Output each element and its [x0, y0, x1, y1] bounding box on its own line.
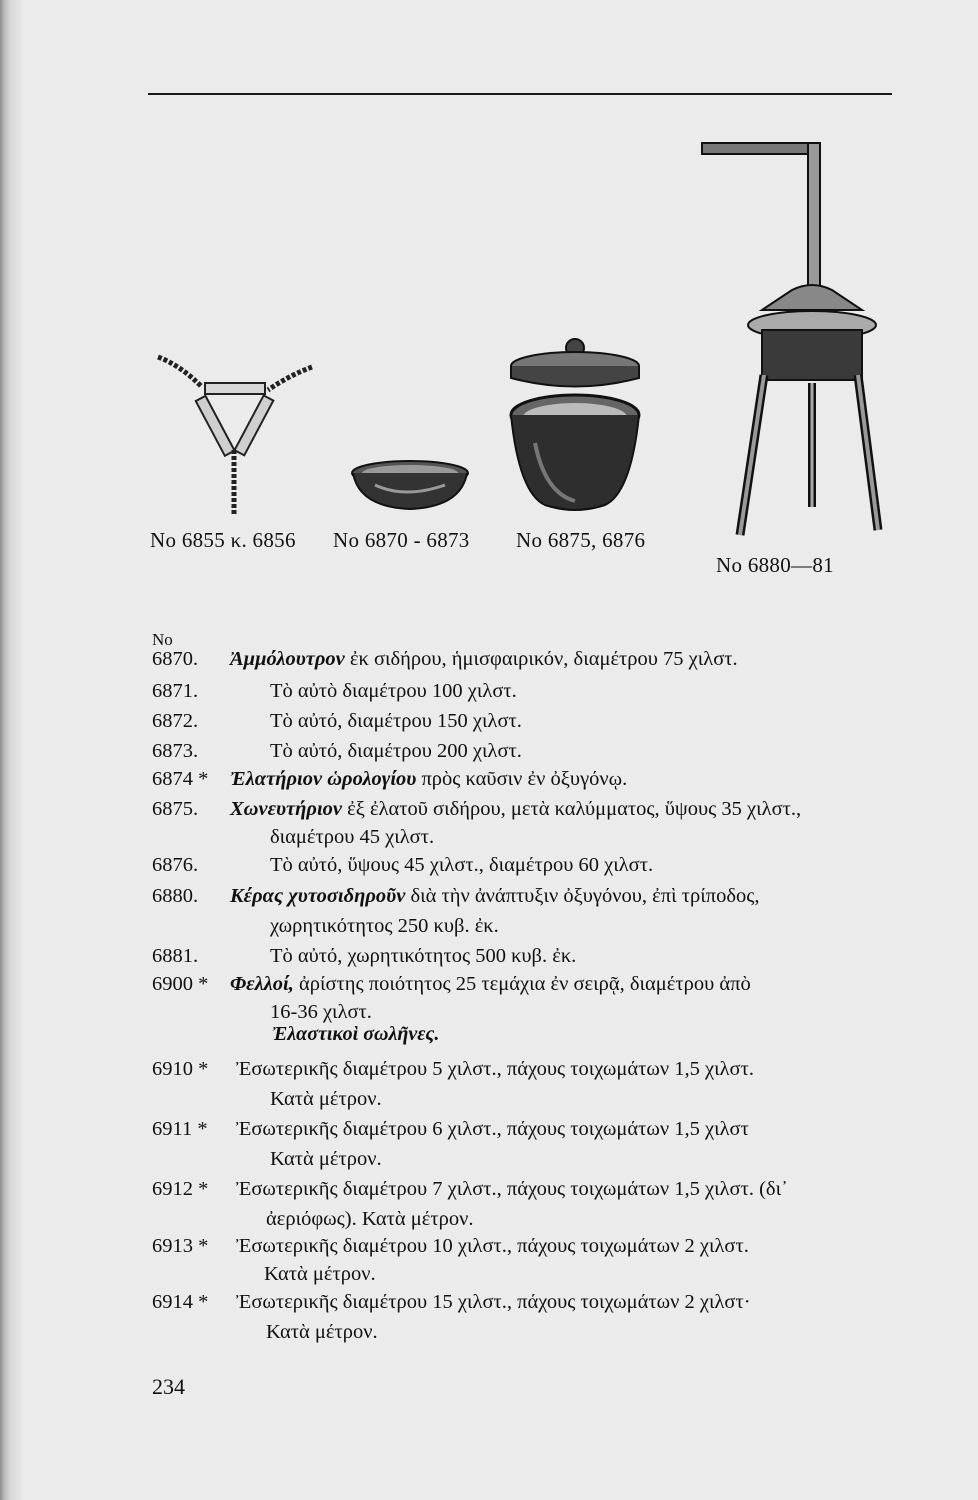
page-binding-shadow — [0, 0, 22, 1500]
entry-text: Ἐσωτερικῆς διαμέτρου 15 χιλστ., πάχους τοιχωμάτων 2 χιλστ· — [236, 1291, 751, 1313]
entry-number: 6914 * — [152, 1291, 209, 1313]
entry-continuation: Κατὰ μέτρον. — [270, 1148, 382, 1170]
clay-triangle-illustration — [150, 345, 320, 525]
page-number: 234 — [152, 1374, 185, 1399]
entry-number: 6875. — [152, 798, 199, 820]
entry-number: 6880. — [152, 885, 199, 907]
entry-number: 6900 * — [152, 973, 209, 995]
entry-continuation: διαμέτρου 45 χιλστ. — [270, 826, 435, 848]
section-title: Ἐλαστικοὶ σωλῆνες. — [272, 1023, 440, 1045]
entry-text: Τὸ αὐτὸ διαμέτρου 100 χιλστ. — [270, 680, 517, 702]
entry-text: Ἐσωτερικῆς διαμέτρου 10 χιλστ., πάχους τοιχωμάτων 2 χιλστ. — [236, 1235, 749, 1257]
list-header: No — [152, 630, 173, 649]
retort-caption: No 6880—81 — [716, 553, 834, 577]
entry-number: 6870. — [152, 648, 199, 670]
crucible-caption: No 6875, 6876 — [516, 528, 646, 552]
entry-title: Κέρας χυτοσιδηροῦν — [230, 885, 406, 907]
entry-continuation: Κατὰ μέτρον. — [264, 1263, 376, 1285]
entry-number: 6910 * — [152, 1058, 209, 1080]
entry-text: Ἐσωτερικῆς διαμέτρου 6 χιλστ., πάχους τοιχωμάτων 1,5 χιλστ — [236, 1118, 749, 1140]
entry-text: πρὸς καῦσιν ἐν ὀξυγόνῳ. — [421, 768, 628, 790]
entry-continuation: 16-36 χιλστ. — [270, 1001, 372, 1023]
entry-number: 6876. — [152, 854, 199, 876]
entry-text: Τὸ αὐτό, ὕψους 45 χιλστ., διαμέτρου 60 χιλστ. — [270, 854, 654, 876]
entry-title: Φελλοί, — [230, 973, 294, 995]
entry-continuation: ἀεριόφως). Κατὰ μέτρον. — [266, 1208, 474, 1230]
entry-text: Ἐσωτερικῆς διαμέτρου 7 χιλστ., πάχους τοιχωμάτων 1,5 χιλστ. (δι᾽ — [236, 1178, 788, 1200]
entry-number: 6872. — [152, 710, 199, 732]
header-rule — [148, 93, 892, 95]
crucible-illustration — [505, 333, 645, 518]
entry-text: Τὸ αὐτό, διαμέτρου 200 χιλστ. — [270, 740, 522, 762]
entry-number: 6881. — [152, 945, 199, 967]
dish-caption: No 6870 - 6873 — [333, 528, 470, 552]
entry-number: 6874 * — [152, 768, 209, 790]
entry-continuation: χωρητικότητος 250 κυβ. ἐκ. — [270, 915, 499, 937]
entry-text: διὰ τὴν ἀνάπτυξιν ὀξυγόνου, ἐπὶ τρίποδος, — [410, 885, 760, 907]
entry-title: Ἀμμόλουτρον — [230, 648, 345, 670]
entry-text: Ἐσωτερικῆς διαμέτρου 5 χιλστ., πάχους τοιχωμάτων 1,5 χιλστ. — [236, 1058, 754, 1080]
entry-text: ἀρίστης ποιότητος 25 τεμάχια ἐν σειρᾷ, διαμέτρου ἀπὸ — [298, 973, 751, 995]
entry-number: 6911 * — [152, 1118, 208, 1140]
entry-number: 6871. — [152, 680, 199, 702]
entry-title: Ἐλατήριον ὡρολογίου — [230, 768, 417, 790]
sand-bath-dish-illustration — [345, 455, 475, 520]
entry-title: Χωνευτήριον — [230, 798, 342, 820]
entry-number: 6873. — [152, 740, 199, 762]
triangle-caption: No 6855 κ. 6856 — [150, 528, 296, 552]
entry-text: ἐξ ἐλατοῦ σιδήρου, μετὰ καλύμματος, ὕψους 35 χιλστ., — [347, 798, 802, 820]
entry-text: Τὸ αὐτό, χωρητικότητος 500 κυβ. ἐκ. — [270, 945, 577, 967]
entry-text: Τὸ αὐτό, διαμέτρου 150 χιλστ. — [270, 710, 522, 732]
entry-number: 6913 * — [152, 1235, 209, 1257]
entry-continuation: Κατὰ μέτρον. — [266, 1321, 378, 1343]
retort-tripod-illustration — [700, 135, 890, 550]
entry-number: 6912 * — [152, 1178, 209, 1200]
entry-text: ἐκ σιδήρου, ἡμισφαιρικόν, διαμέτρου 75 χιλστ. — [349, 648, 738, 670]
entry-continuation: Κατὰ μέτρον. — [270, 1088, 382, 1110]
